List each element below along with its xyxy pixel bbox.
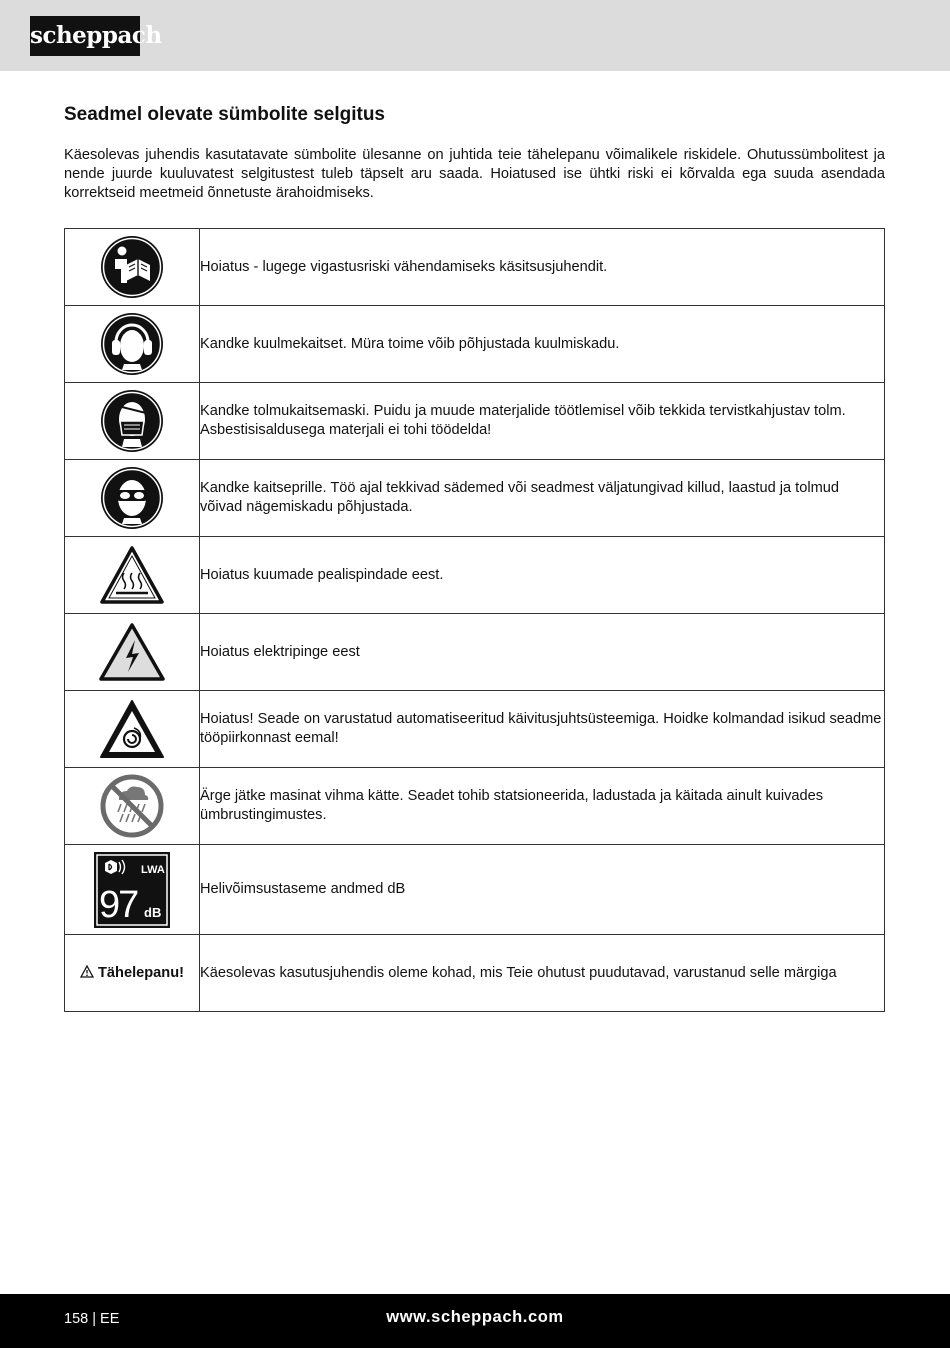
caution-triangle-icon <box>80 965 94 983</box>
sound-value: 97 <box>99 883 138 926</box>
hot-surface-warning-icon <box>99 545 165 605</box>
symbol-cell <box>65 845 200 935</box>
note-label: Tähelepanu! <box>98 964 184 981</box>
scheppach-logo: scheppach <box>30 16 140 56</box>
symbol-cell <box>65 691 200 768</box>
note-description: Käesolevas kasutusjuhendis oleme kohad, mis Teie ohutust puudutavad, varustanud selle märgiga <box>200 935 885 1012</box>
symbol-cell <box>65 537 200 614</box>
symbol-cell <box>65 460 200 537</box>
electric-voltage-warning-icon <box>98 622 166 682</box>
symbol-cell <box>65 768 200 845</box>
table-row <box>65 935 885 1012</box>
symbol-description: Helivõimsustaseme andmed dB <box>200 845 885 935</box>
page-footer <box>0 1294 950 1348</box>
symbol-description: Kandke kaitseprille. Töö ajal tekkivad sädemed või seadmest väljatungivad killud, laastud ja tolmud võivad nägemiskadu põhjustada. <box>200 460 885 537</box>
table-row <box>65 383 885 460</box>
symbol-description: Kandke kuulmekaitset. Müra toime võib põhjustada kuulmiskadu. <box>200 306 885 383</box>
symbols-table <box>64 228 885 1012</box>
table-row <box>65 229 885 306</box>
symbol-cell <box>65 614 200 691</box>
sound-power-level-icon <box>93 851 171 929</box>
table-row <box>65 768 885 845</box>
symbol-description: Hoiatus - lugege vigastusriski vähendamiseks käsitsusjuhendit. <box>200 229 885 306</box>
symbol-description: Ärge jätke masinat vihma kätte. Seadet tohib statsioneerida, ladustada ja käitada ainult kuivades ümbrustingimustes. <box>200 768 885 845</box>
symbol-cell <box>65 229 200 306</box>
website-link[interactable]: www.scheppach.com <box>386 1308 564 1326</box>
symbol-cell <box>65 306 200 383</box>
safety-goggles-icon <box>100 466 164 530</box>
table-row <box>65 691 885 768</box>
symbol-description: Kandke tolmukaitsemaski. Puidu ja muude materjalide töötlemisel võib tekkida tervistkahjustav tolm. Asbestisisaldusega materjali ei tohi töödelda! <box>200 383 885 460</box>
table-row <box>65 614 885 691</box>
dust-mask-icon <box>100 389 164 453</box>
table-row <box>65 537 885 614</box>
symbol-description: Hoiatus elektripinge eest <box>200 614 885 691</box>
symbol-description: Hoiatus! Seade on varustatud automatiseeritud käivitusjuhtsüsteemiga. Hoidke kolmandad isikud seadme tööpiirkonnast eemal! <box>200 691 885 768</box>
read-manual-icon <box>100 235 164 299</box>
symbol-description: Hoiatus kuumade pealispindade eest. <box>200 537 885 614</box>
table-row <box>65 845 885 935</box>
sound-unit: dB <box>144 904 162 920</box>
table-row <box>65 460 885 537</box>
symbol-cell <box>65 383 200 460</box>
ear-protection-icon <box>100 312 164 376</box>
symbol-cell <box>65 935 200 1012</box>
automatic-start-warning-icon <box>98 698 166 760</box>
sound-label: LWA <box>141 863 165 876</box>
table-row <box>65 306 885 383</box>
page-number: 158 | EE <box>64 1311 120 1327</box>
intro-paragraph: Käesolevas juhendis kasutatavate sümbolite ülesanne on juhtida teie tähelepanu võimalikele riskidele. Ohutussümbolitest ja nende juurde kuuluvatest selgitustest tuleb täpselt aru saada. Hoiatused ise ühtki riski ei kõrvalda ega suuda asendada korrektseid meetmeid õnnetuste ärahoidmiseks. <box>64 147 885 201</box>
no-rain-icon <box>99 773 165 839</box>
page-title: Seadmel olevate sümbolite selgitus <box>64 104 385 125</box>
page-header <box>0 0 950 71</box>
